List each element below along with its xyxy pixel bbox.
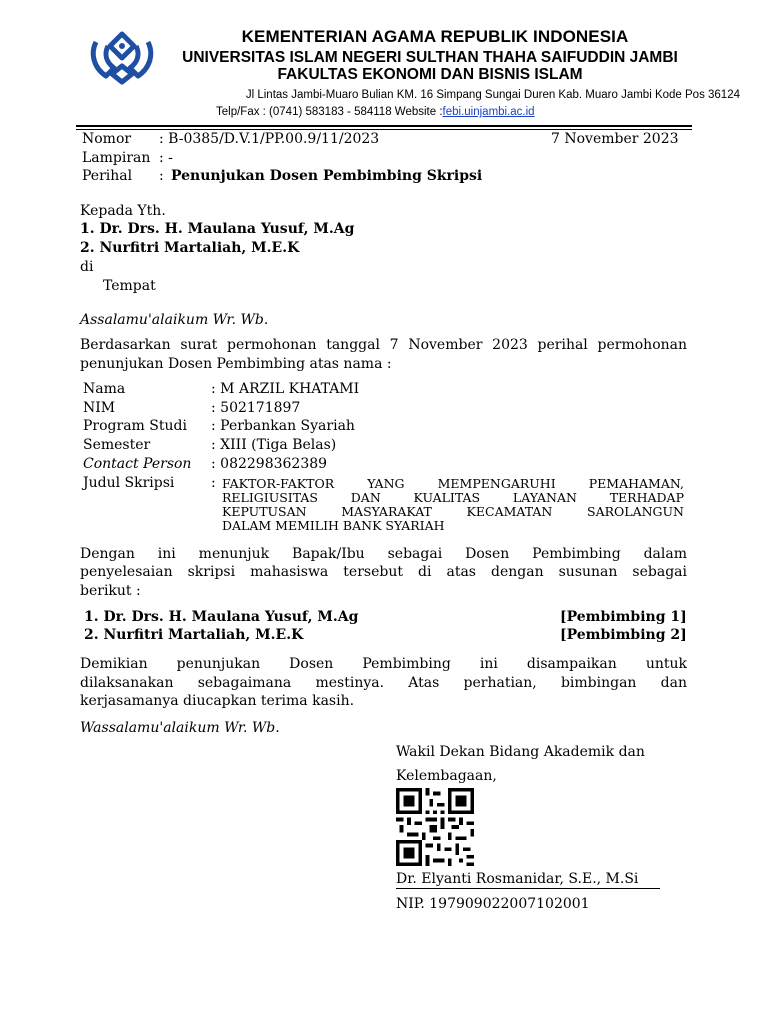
- intro-line-1: Berdasarkan surat permohonan tanggal 7 November 2023 perihal permohonan: [80, 337, 687, 353]
- thesis-line-3: KEPUTUSAN MASYARAKAT KECAMATAN SAROLANGUN: [222, 504, 684, 519]
- nomor-label: Nomor: [82, 131, 132, 147]
- signatory-name-underline: [396, 888, 660, 889]
- letterhead-ministry: KEMENTERIAN AGAMA REPUBLIK INDONESIA: [241, 27, 629, 46]
- student-label-nim: NIM: [83, 400, 116, 416]
- contact-phone: Telp/Fax : (0741) 583183 - 584118 Website :: [216, 106, 443, 118]
- intro-line-2: penunjukan Dosen Pembimbing atas nama :: [80, 356, 392, 372]
- thesis-line-1: FAKTOR-FAKTOR YANG MEMPENGARUHI PEMAHAMAN,: [222, 476, 684, 491]
- closing-line-3: kerjasamanya diucapkan terima kasih.: [80, 693, 355, 709]
- letterhead-rule-thick: [76, 125, 692, 127]
- letterhead-rule-thin: [76, 129, 692, 130]
- letter-date: 7 November 2023: [551, 131, 679, 147]
- student-label-semester: Semester: [83, 437, 151, 453]
- appointment-line-3: berikut :: [80, 583, 141, 599]
- recipient-place: Tempat: [103, 278, 156, 294]
- student-value-nim: : 502171897: [211, 400, 301, 416]
- letterhead-faculty: FAKULTAS EKONOMI DAN BISNIS ISLAM: [277, 66, 583, 83]
- thesis-line-2: RELIGIUSITAS DAN KUALITAS LAYANAN TERHADAP: [222, 490, 684, 505]
- advisor-2-role: [Pembimbing 2]: [560, 627, 687, 643]
- student-label-nama: Nama: [83, 381, 126, 397]
- student-label-prodi: Program Studi: [83, 418, 187, 434]
- advisor-1-name: 1. Dr. Drs. H. Maulana Yusuf, M.Ag: [84, 609, 359, 625]
- closing-line-2: dilaksanakan sebagaimana mestinya. Atas perhatian, bimbingan dan: [80, 675, 687, 691]
- student-value-nama: : M ARZIL KHATAMI: [211, 381, 360, 397]
- recipient-greeting: Kepada Yth.: [80, 203, 166, 219]
- lampiran-value: : -: [159, 150, 173, 166]
- student-value-semester: : XIII (Tiga Belas): [211, 437, 337, 453]
- perihal-sep: :: [159, 168, 164, 184]
- wassalam: Wassalamu'alaikum Wr. Wb.: [80, 720, 280, 736]
- letterhead-university: UNIVERSITAS ISLAM NEGERI SULTHAN THAHA SAIFUDDIN JAMBI: [182, 49, 678, 66]
- nomor-value: : B-0385/D.V.1/PP.00.9/11/2023: [159, 131, 380, 147]
- advisor-1-role: [Pembimbing 1]: [560, 609, 687, 625]
- appointment-line-1: Dengan ini menunjuk Bapak/Ibu sebagai Dosen Pembimbing dalam: [80, 546, 687, 562]
- advisor-2-name: 2. Nurfitri Martaliah, M.E.K: [84, 627, 304, 643]
- student-label-contact: Contact Person: [83, 456, 192, 472]
- student-value-prodi: : Perbankan Syariah: [211, 418, 355, 434]
- website-link[interactable]: febi.uinjambi.ac.id: [442, 106, 535, 118]
- letterhead-address: Jl Lintas Jambi-Muaro Bulian KM. 16 Simpang Sungai Duren Kab. Muaro Jambi Kode Pos 36124: [245, 89, 740, 101]
- recipient-name-2: 2. Nurfitri Martaliah, M.E.K: [80, 240, 300, 256]
- appointment-line-2: penyelesaian skripsi mahasiswa tersebut di atas dengan susunan sebagai: [80, 564, 687, 580]
- perihal-value: Penunjukan Dosen Pembimbing Skripsi: [171, 168, 483, 184]
- signatory-name: Dr. Elyanti Rosmanidar, S.E., M.Si: [396, 871, 639, 887]
- thesis-line-4: DALAM MEMILIH BANK SYARIAH: [222, 518, 445, 533]
- perihal-label: Perihal: [82, 168, 133, 184]
- signatory-title-line-1: Wakil Dekan Bidang Akademik dan: [396, 744, 645, 760]
- salutation: Assalamu'alaikum Wr. Wb.: [80, 312, 269, 328]
- recipient-di: di: [80, 259, 94, 275]
- student-label-thesis: Judul Skripsi: [83, 475, 175, 491]
- qr-code-icon: [396, 788, 474, 866]
- signatory-nip: NIP. 197909022007102001: [396, 896, 590, 912]
- closing-line-1: Demikian penunjukan Dosen Pembimbing ini disampaikan untuk: [80, 656, 687, 672]
- signatory-title-line-2: Kelembagaan,: [396, 768, 497, 784]
- student-thesis-sep: :: [211, 475, 216, 491]
- recipient-name-1: 1. Dr. Drs. H. Maulana Yusuf, M.Ag: [80, 221, 355, 237]
- lampiran-label: Lampiran: [82, 150, 151, 166]
- student-value-contact: : 082298362389: [211, 456, 328, 472]
